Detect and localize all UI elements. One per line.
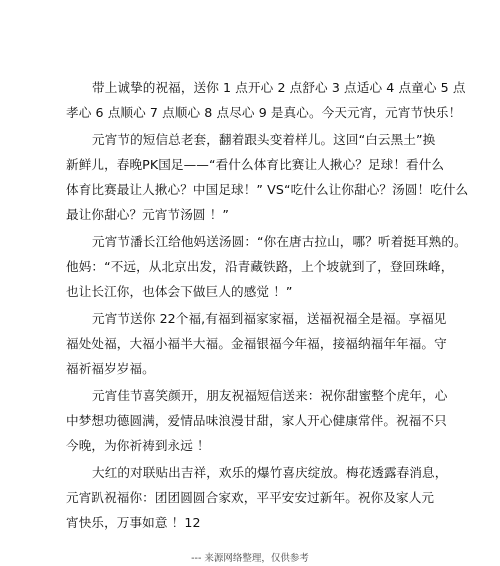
paragraph-line: 大红的对联贴出吉祥，欢乐的爆竹喜庆绽放。梅花透露春消息， xyxy=(92,465,448,480)
paragraph-line: 今晚，为你祈祷到永远 ！ xyxy=(66,438,210,453)
paragraph-line: 新鲜儿，春晚PK国足——“看什么体育比赛让人揪心？足球！看什么 xyxy=(66,157,445,172)
paragraph-line: 元宵趴祝福你：团团圆圆合家欢，平平安安过新年。祝你及家人元 xyxy=(66,490,435,505)
document-body xyxy=(66,75,469,537)
paragraph-line: 元宵节送你 22个福,有福到福家家福，送福祝福全是福。享福见 xyxy=(92,311,447,326)
paragraph-line: 中梦想功德圆满，爱情品味浪漫甘甜，家人开心健康常伴。祝福不只 xyxy=(66,413,447,428)
paragraph-line: 元宵节潘长江给他妈送汤圆：“你在唐古拉山，哪？听着挺耳熟的。 xyxy=(92,234,467,249)
paragraph-line: 最让你甜心？元宵节汤圆 ！” xyxy=(66,207,230,222)
paragraph-line: 体育比赛最让人揪心？中国足球！” VS“吃什么让你甜心？汤圆！吃什么 xyxy=(66,182,469,197)
paragraph-2 xyxy=(66,127,469,227)
paragraph-line: 也让长江你，也体会下做巨人的感觉 ！” xyxy=(66,284,293,299)
paragraph-line: 元宵节的短信总老套，翻着跟头变着样儿。这回“白云黑土”换 xyxy=(92,132,436,147)
paragraph-line: 福处处福，大福小福半大福。金福银福今年福，接福纳福年年福。守 xyxy=(66,336,447,351)
paragraph-6 xyxy=(66,460,448,535)
paragraph-line: 元宵佳节喜笑颜开，朋友祝福短信送来：祝你甜蜜整个虎年，心 xyxy=(92,388,448,403)
paragraph-3 xyxy=(66,229,467,304)
page-footer: --- 来源网络整理，仅供参考 xyxy=(191,553,309,564)
paragraph-line: 宵快乐，万事如意 ！12 xyxy=(66,515,201,530)
paragraph-4 xyxy=(66,306,447,381)
paragraph-line: 福祈福岁岁福。 xyxy=(66,361,155,376)
paragraph-1 xyxy=(66,75,466,125)
paragraph-line: 带上诚挚的祝福，送你 1 点开心 2 点舒心 3 点适心 4 点童心 5 点 xyxy=(92,80,466,95)
paragraph-line: 他妈：“不远，从北京出发，沿青藏铁路，上个坡就到了，登回珠峰， xyxy=(66,259,454,274)
paragraph-5 xyxy=(66,383,448,458)
paragraph-line: 孝心 6 点顺心 7 点顺心 8 点尽心 9 是真心。今天元宵，元宵节快乐！ xyxy=(66,105,462,120)
